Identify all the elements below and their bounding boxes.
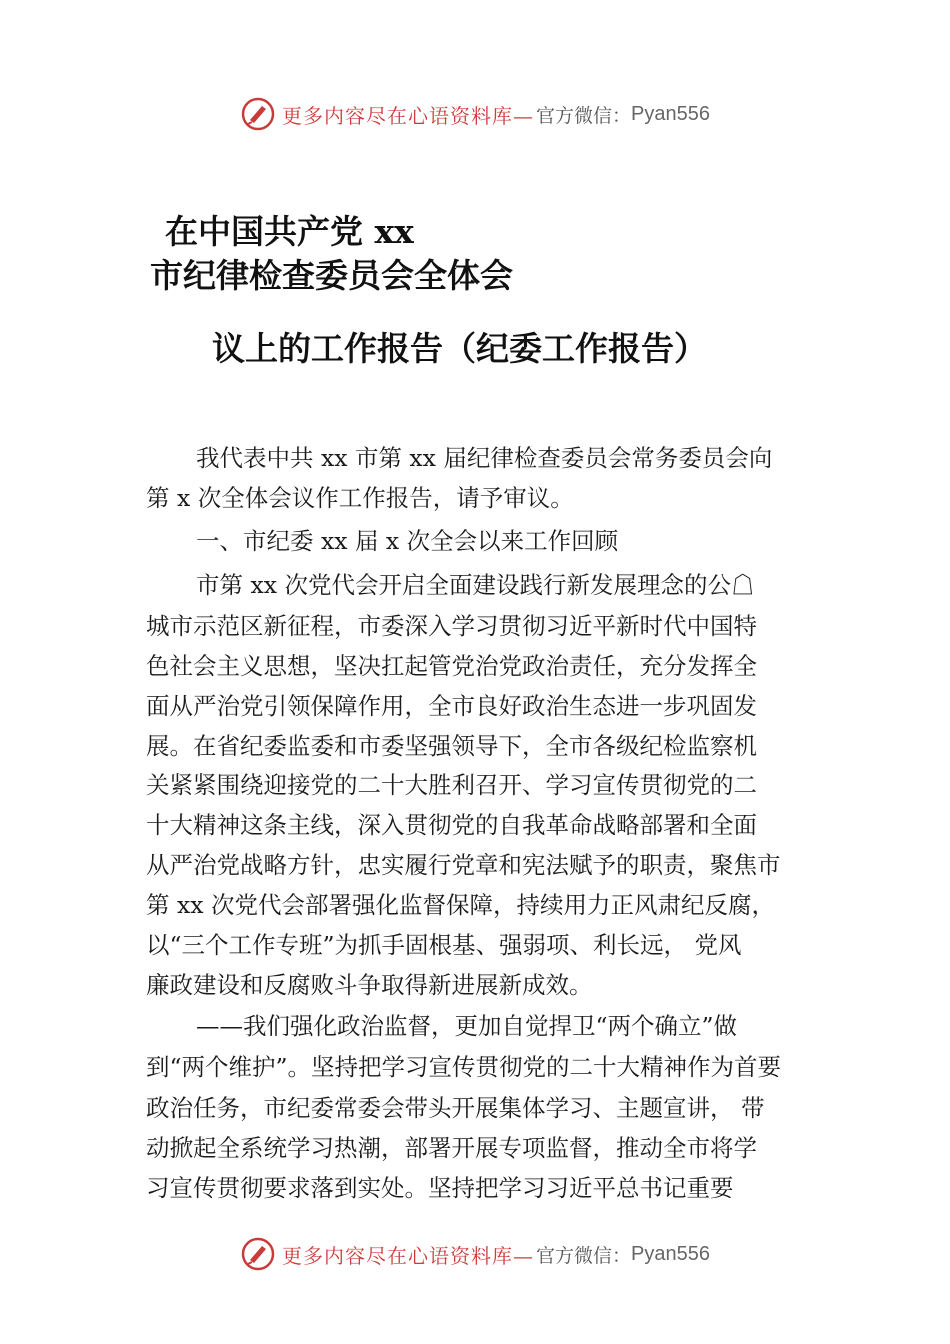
footer-watermark-banner bbox=[0, 1234, 950, 1274]
banner-text: 更多内容尽在心语资料库— bbox=[282, 1243, 534, 1268]
body-line: 城市示范区新征程，市委深入学习贯彻习近平新时代中国特 bbox=[146, 612, 757, 640]
banner-wechat-label: 官方微信： bbox=[536, 1244, 632, 1267]
body-line: 到“两个维护”。坚持把学习宣传贯彻党的二十大精神作为首要 bbox=[146, 1053, 782, 1081]
body-line: 习宣传贯彻要求落到实处。坚持把学习习近平总书记重要 bbox=[146, 1174, 734, 1202]
body-line: 以“三个工作专班”为抓手固根基、强弱项、利长远， 党风 bbox=[146, 931, 742, 959]
body-line: 政治任务，市纪委常委会带头开展集体学习、主题宣讲， 带 bbox=[146, 1094, 765, 1122]
logo-icon bbox=[240, 96, 276, 132]
body-line: 我代表中共 xx 市第 xx 届纪律检查委员会常务委员会向 bbox=[196, 444, 773, 472]
banner-text: 更多内容尽在心语资料库— bbox=[282, 103, 534, 128]
document-title-line-2: 市纪律检查委员会全体会 bbox=[150, 256, 513, 295]
body-line: 面从严治党引领保障作用，全市良好政治生态进一步巩固发 bbox=[146, 692, 757, 720]
body-line: 第 xx 次党代会部署强化监督保障，持续用力正风肃纪反腐， bbox=[146, 891, 775, 919]
body-line: 从严治党战略方针，忠实履行党章和宪法赋予的职责，聚焦市 bbox=[146, 851, 781, 879]
body-line: 廉政建设和反腐败斗争取得新进展新成效。 bbox=[146, 971, 593, 999]
body-line: ——我们强化政治监督，更加自觉捍卫“两个确立”做 bbox=[196, 1012, 738, 1040]
document-title-line-1: 在中国共产党 xx bbox=[165, 212, 414, 251]
body-line: 十大精神这条主线，深入贯彻党的自我革命战略部署和全面 bbox=[146, 811, 757, 839]
body-line: 第 x 次全体会议作工作报告，请予审议。 bbox=[146, 484, 574, 512]
section-heading: 一、市纪委 xx 届 x 次全会以来工作回顾 bbox=[196, 527, 619, 555]
body-line: 市第 xx 次党代会开启全面建设践行新发展理念的公☖ bbox=[196, 571, 755, 599]
body-line: 关紧紧围绕迎接党的二十大胜利召开、学习宣传贯彻党的二 bbox=[146, 771, 757, 799]
banner-wechat-label: 官方微信： bbox=[536, 104, 632, 127]
body-line: 色社会主义思想，坚决扛起管党治党政治责任，充分发挥全 bbox=[146, 652, 757, 680]
header-watermark-banner bbox=[0, 94, 950, 134]
body-line: 动掀起全系统学习热潮，部署开展专项监督，推动全市将学 bbox=[146, 1134, 757, 1162]
document-title-line-3: 议上的工作报告（纪委工作报告） bbox=[212, 329, 707, 368]
banner-wechat-id: Pyan556 bbox=[631, 102, 710, 125]
banner-wechat-id: Pyan556 bbox=[631, 1242, 710, 1265]
logo-icon bbox=[240, 1236, 276, 1272]
body-line: 展。在省纪委监委和市委坚强领导下，全市各级纪检监察机 bbox=[146, 732, 757, 760]
